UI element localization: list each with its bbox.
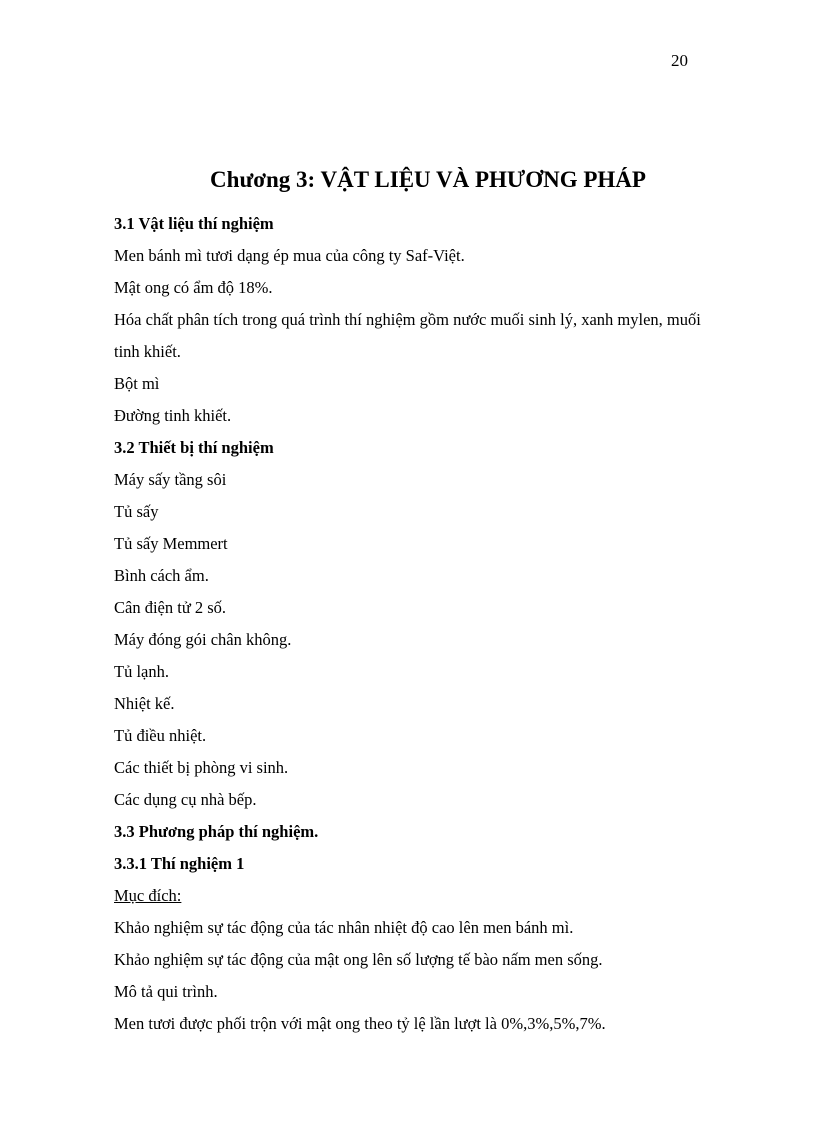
document-body — [114, 208, 754, 1040]
equipment-item: Cân điện tử 2 số. — [114, 598, 227, 617]
purpose-label: Mục đích: — [114, 886, 182, 905]
equipment-item: Máy đóng gói chân không. — [114, 630, 292, 649]
equipment-item: Máy sấy tầng sôi — [114, 470, 227, 489]
equipment-item: Tủ lạnh. — [114, 662, 169, 681]
equipment-item: Bình cách ẩm. — [114, 566, 209, 585]
paragraph-line: tinh khiết. — [114, 342, 181, 361]
page-number: 20 — [671, 51, 688, 70]
equipment-item: Tủ điều nhiệt. — [114, 726, 207, 745]
paragraph-line: Đường tinh khiết. — [114, 406, 232, 425]
section-heading-3-3-1: 3.3.1 Thí nghiệm 1 — [114, 854, 245, 873]
equipment-item: Nhiệt kế. — [114, 694, 175, 713]
section-heading-3-3: 3.3 Phương pháp thí nghiệm. — [114, 822, 319, 841]
equipment-item: Tủ sấy — [114, 502, 159, 521]
paragraph-line: Mô tả qui trình. — [114, 982, 218, 1001]
paragraph-line: Khảo nghiệm sự tác động của mật ong lên số lượng tế bào nấm men sống. — [114, 950, 603, 969]
paragraph-line: Khảo nghiệm sự tác động của tác nhân nhiệt độ cao lên men bánh mì. — [114, 918, 574, 937]
equipment-item: Các dụng cụ nhà bếp. — [114, 790, 257, 809]
section-heading-3-2: 3.2 Thiết bị thí nghiệm — [114, 438, 274, 457]
equipment-item: Tủ sấy Memmert — [114, 534, 228, 553]
equipment-item: Các thiết bị phòng vi sinh. — [114, 758, 289, 777]
paragraph-line: Hóa chất phân tích trong quá trình thí nghiệm gồm nước muối sinh lý, xanh mylen, muối — [114, 310, 701, 329]
paragraph-line: Men tươi được phối trộn với mật ong theo tỷ lệ lần lượt là 0%,3%,5%,7%. — [114, 1014, 606, 1033]
paragraph-line: Bột mì — [114, 374, 160, 393]
section-heading-3-1: 3.1 Vật liệu thí nghiệm — [114, 214, 274, 233]
chapter-title: Chương 3: VẬT LIỆU VÀ PHƯƠNG PHÁP — [210, 167, 646, 192]
paragraph-line: Men bánh mì tươi dạng ép mua của công ty Saf-Việt. — [114, 246, 465, 265]
paragraph-line: Mật ong có ẩm độ 18%. — [114, 278, 273, 297]
